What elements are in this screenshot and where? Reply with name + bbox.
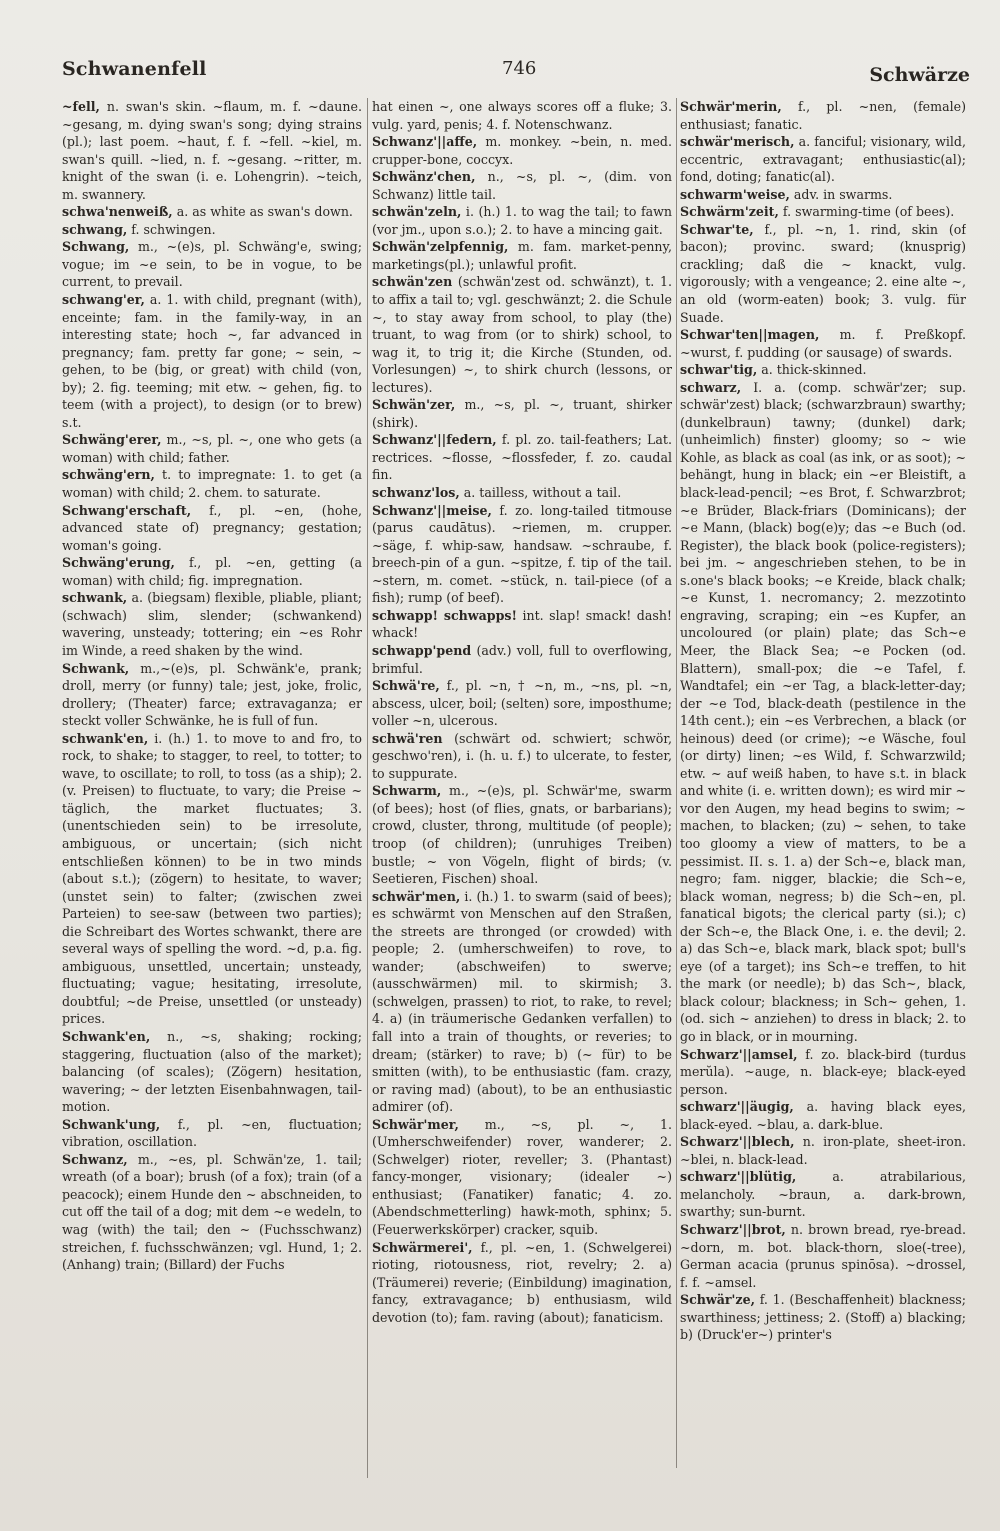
definition-text: int. slap! smack! dash! whack! xyxy=(372,607,672,641)
headword: schwär'men, xyxy=(372,888,461,904)
dictionary-entry xyxy=(372,168,672,203)
dictionary-column-1 xyxy=(62,98,362,1493)
dictionary-column-3 xyxy=(680,98,966,1473)
definition-text: f., pl. ~en, getting (a woman) with child; fig. impregnation. xyxy=(62,555,362,588)
dictionary-entry xyxy=(372,502,672,607)
definition-text: f. pl. zo. tail-feathers; Lat. rectrices. ~flosse, ~flossfeder, f. zo. caudal fin. xyxy=(372,432,672,483)
headword: Schwär'merin, xyxy=(680,99,782,114)
definition-text: a. having black eyes, black-eyed. ~blau, a. dark-blue. xyxy=(680,1099,966,1132)
definition-text: a. as white as swan's down. xyxy=(176,204,353,220)
definition-text: f. schwingen. xyxy=(131,221,216,237)
dictionary-entry xyxy=(62,98,362,203)
dictionary-entry xyxy=(62,660,362,730)
dictionary-entry xyxy=(372,238,672,273)
dictionary-entry xyxy=(62,554,362,589)
dictionary-entry xyxy=(62,431,362,466)
dictionary-entry xyxy=(680,379,966,1046)
headword: schwarz'||äugig, xyxy=(680,1099,794,1115)
dictionary-entry xyxy=(372,1116,672,1239)
headword: schwän'zeln, xyxy=(372,204,462,220)
dictionary-entry xyxy=(680,1291,966,1344)
dictionary-entry xyxy=(680,98,966,133)
dictionary-entry xyxy=(372,431,672,484)
definition-text: m. f. Preßkopf. ~wurst, f. pudding (or sausage) of swards. xyxy=(680,327,966,360)
definition-text: f., pl. ~nen, (female) enthusiast; fanatic. xyxy=(680,99,966,132)
definition-text: hat einen ~, one always scores off a fluke; 3. vulg. yard, penis; 4. f. Notenschwanz. xyxy=(372,99,672,132)
dictionary-entry xyxy=(680,361,966,379)
headword: schwank, xyxy=(62,590,128,606)
headword: Schwänz'chen, xyxy=(372,169,476,185)
headword: Schwän'zer, xyxy=(372,397,456,413)
headword: Schwar'te, xyxy=(680,221,754,237)
definition-text: f. zo. black-bird (turdus merŭla). ~auge, n. black-eye; black-eyed person. xyxy=(680,1046,966,1097)
headword: Schwärmerei', xyxy=(372,1239,473,1255)
headword: schwank'en, xyxy=(62,730,149,746)
definition-text: f., pl. ~n, 1. rind, skin (of bacon); provinc. sward; (knusprig) crackling; daß die ~ knackt, vulg. vigorously; with a vengeance; 2. eine alte ~, an old (worm-eaten) book; 3. vulg. für Suade. xyxy=(680,221,966,325)
dictionary-entry xyxy=(62,1028,362,1116)
definition-text: f., pl. ~en, (hohe, advanced state of) pregnancy; gestation; woman's going. xyxy=(62,502,362,553)
headword: schwän'zen xyxy=(372,274,453,290)
definition-text: m.,~(e)s, pl. Schwänk'e, prank; droll, merry (or funny) tale; jest, joke, frolic, drollery; (Theater) farce; extravaganza; er steckt voller Schwänke, he is full of fun. xyxy=(62,660,362,729)
headword: Schwank'en, xyxy=(62,1028,151,1044)
dictionary-entry xyxy=(372,484,672,502)
definition-text: f., pl. ~en, fluctuation; vibration, oscillation. xyxy=(62,1116,362,1150)
definition-text: n. iron-plate, sheet-iron. ~blei, n. black-lead. xyxy=(680,1134,966,1167)
headword: Schwä're, xyxy=(372,678,440,694)
headword: schwarz, xyxy=(680,379,742,395)
definition-text: I. a. (comp. schwär'zer; sup. schwär'zest) black; (schwarzbraun) swarthy; (dunkelbraun) tawny; (dunkel) dark; (unheimlich) finster) gloomy; so ~ wie Kohle, as black as coal (as ink, or as soot); ~ behängt, hung in black; ein ~er Bleistift, a black-lead-pencil; ~es Brot, f. Schwarzbrot; ~e Brüder, Black-friars (Dominicans); der ~e Mann, (black) bog(e)y; das ~e Buch (od. Register), the black book (police-registers); bei jm. ~ angeschrieben stehen, to be in s.one's black books; ~e Kreide, black chalk; ~e Kunst, 1. necromancy; 2. mezzotinto engraving, scraping; ein ~es Kupfer, an uncoloured (or plain) plate; das Sch~e Meer, the Black Sea; ~e Pocken (od. Blattern), small-pox; die ~e Tafel, f. Wandtafel; ein ~er Tag, a black-letter-day; der ~e Tod, black-death (pestilence in the 14th cent.); ein ~es Verbrechen, a black (or heinous) deed (or crime); ~e Wäsche, foul (or dirty) linen; ~es Wild, f. Schwarzwild; etw. ~ auf weiß haben, to have s.t. in black and white (i. e. written down); es wird mir ~ vor den Augen, my head begins to swim; ~ machen, to blacken; (zu) ~ sehen, to take too gloomy a view of matters, to be a pessimist. II. s. 1. a) der Sch~e, black man, negro; fam. nigger, blackie; die Sch~e, black woman, negress; b) die Sch~en, pl. fanatical bigots; the clerical party (si.); c) der Sch~e, the Black One, i. e. the devil; 2. a) das Sch~e, black mark, black spot; bull's eye (of a target); ins Sch~e treffen, to hit the mark (or needle); b) das Sch~, black, black colour; blackness; in Sch~ gehen, 1. (od. sich ~ anziehen) to dress in black; 2. to go in black, or in mourning. xyxy=(680,379,966,1044)
dictionary-entry xyxy=(372,273,672,396)
definition-text: (schwän'zest od. schwänzt), t. 1. to affix a tail to; vgl. geschwänzt; 2. die Schule ~, to stay away from school, to play (the) truant, to wag from (or to shirk) school, to wag it, to trig it; die Kirche (Stunden, od. Vorlesungen) ~, to shirk church (lessons, or lectures). xyxy=(372,274,672,395)
dictionary-entry xyxy=(62,1151,362,1274)
headword: Schwär'mer, xyxy=(372,1116,459,1132)
dictionary-entry xyxy=(372,1239,672,1327)
headword: schwapp! schwapps! xyxy=(372,607,518,623)
dictionary-entry xyxy=(680,326,966,361)
headword: Schwank'ung, xyxy=(62,1116,161,1132)
definition-text: m., ~s, pl. ~, one who gets (a woman) with child; father. xyxy=(62,432,362,465)
definition-text: a. 1. with child, pregnant (with), enceinte; fam. in the family-way, in an interesting state; hoch ~, far advanced in pregnancy; fam. pretty far gone; ~ sein, ~ gehen, to be (big, or great) with child (von, by); 2. fig. teeming; mit etw. ~ gehen, fig. to teem (with a project), to design (or to brew) s.t. xyxy=(62,292,362,430)
column-divider-1 xyxy=(367,98,368,1478)
dictionary-entry xyxy=(372,98,672,133)
definition-text: m., ~es, pl. Schwän'ze, 1. tail; wreath (of a boar); brush (of a fox); train (of a peacock); einem Hunde den ~ abschneiden, to cut off the tail of a dog; mit dem ~e wedeln, to wag (with) the tail; den ~ (Fuchsschwanz) streichen, f. fuchsschwänzen; vgl. Hund, 1; 2. (Anhang) train; (Billard) der Fuchs xyxy=(62,1151,362,1273)
headword: Schwarz'||blech, xyxy=(680,1134,795,1150)
definition-text: i. (h.) 1. to move to and fro, to rock, to shake; to stagger, to reel, to totter; to wave, to oscillate; to roll, to toss (as a ship); 2. (v. Preisen) to fluctuate, to vary; die Preise ~ täglich, the market fluctuates; 3. (unentschieden sein) to be irresolute, ambiguous, or uncertain; (sich nicht entschließen können) to be in two minds (about s.t.); (zögern) to hesitate, to waver; (unstet sein) to falter; (zwischen zwei Parteien) to see-saw (between two parties); die Schreibart des Wortes schwankt, there are several ways of spelling the word. ~d, p.a. fig. ambiguous, unsettled, uncertain; unsteady, fluctuating; vague; hesitating, irresolute, doubtful; ~de Preise, unsettled (or unsteady) prices. xyxy=(62,730,362,1027)
definition-text: f. zo. long-tailed titmouse (parus caudātus). ~riemen, m. crupper. ~säge, f. whip-saw, handsaw. ~schraube, f. breech-pin of a gun. ~spitze, f. tip of the tail. ~stern, m. comet. ~stück, n. tail-piece (of a fish); rump (of beef). xyxy=(372,502,672,606)
guide-word-right: Schwärze xyxy=(869,64,970,86)
dictionary-entry xyxy=(62,502,362,555)
page-header xyxy=(62,58,970,88)
definition-text: m., ~(e)s, pl. Schwär'me, swarm (of bees); host (of flies, gnats, or barbarians); crowd, cluster, throng, multitude (of people); troop (of children); (unruhiges Treiben) bustle; ~ von Vögeln, flight of birds; (v. Seetieren, Fischen) shoal. xyxy=(372,783,672,887)
headword: Schwäng'erer, xyxy=(62,432,162,448)
dictionary-entry xyxy=(62,238,362,291)
dictionary-entry xyxy=(680,186,966,204)
definition-text: n. swan's skin. ~flaum, m. f. ~daune. ~gesang, m. dying swan's song; dying strains (pl.); last poem. ~haut, f. f. ~fell. ~kiel, m. swan's quill. ~lied, n. f. ~gesang. ~ritter, m. knight of the swan (i. e. Lohengrin). ~teich, m. swannery. xyxy=(62,99,362,202)
definition-text: (schwärt od. schwiert; schwör, geschwo'ren), i. (h. u. f.) to ulcerate, to fester, to suppurate. xyxy=(372,730,672,781)
column-divider-2 xyxy=(676,98,677,1468)
dictionary-entry xyxy=(372,133,672,168)
headword: schwa'nenweiß, xyxy=(62,204,173,220)
definition-text: (adv.) voll, full to overflowing, brimful. xyxy=(372,642,672,676)
dictionary-entry xyxy=(680,1098,966,1133)
dictionary-entry xyxy=(62,1116,362,1151)
dictionary-entry xyxy=(62,203,362,221)
headword: schwär'merisch, xyxy=(680,134,795,150)
headword: schwapp'pend xyxy=(372,642,472,658)
headword: schwang'er, xyxy=(62,292,145,308)
headword: schwar'tig, xyxy=(680,362,758,378)
dictionary-entry xyxy=(680,203,966,221)
definition-text: n., ~s, shaking; rocking; staggering, fluctuation (also of the market); balancing (of scales); (Zögern) hesitation, wavering; ~ der letzten Eisenbahnwagen, tail-motion. xyxy=(62,1028,362,1115)
headword: Schwang, xyxy=(62,239,130,255)
definition-text: n., ~s, pl. ~, (dim. von Schwanz) little tail. xyxy=(372,169,672,202)
dictionary-entry xyxy=(372,396,672,431)
definition-text: t. to impregnate: 1. to get (a woman) with child; 2. chem. to saturate. xyxy=(62,467,362,501)
guide-word-left: Schwanenfell xyxy=(62,58,207,80)
dictionary-entry xyxy=(62,466,362,501)
definition-text: m. fam. market-penny, marketings(pl.); unlawful profit. xyxy=(372,239,672,272)
dictionary-column-2 xyxy=(372,98,672,1478)
definition-text: m. monkey. ~bein, n. med. crupper-bone, coccyx. xyxy=(372,134,672,167)
definition-text: a. (biegsam) flexible, pliable, pliant; (schwach) slim, slender; (schwankend) wavering, unsteady; tottering; ein ~es Rohr im Winde, a reed shaken by the wind. xyxy=(62,590,362,658)
page-number: 746 xyxy=(502,58,537,79)
dictionary-entry xyxy=(62,589,362,659)
headword: schwarz'||blütig, xyxy=(680,1169,797,1185)
headword: Schwang'erschaft, xyxy=(62,502,192,518)
dictionary-entry xyxy=(680,221,966,326)
headword: Schwarm, xyxy=(372,783,442,799)
dictionary-entry xyxy=(372,677,672,730)
dictionary-entry xyxy=(680,133,966,186)
headword: Schwäng'erung, xyxy=(62,555,175,571)
definition-text: m., ~s, pl. ~, 1. (Umherschweifender) rover, wanderer; 2. (Schwelger) rioter, reveller; 3. (Phantast) fancy-monger, visionary; (idealer ~) enthusiast; (Fanatiker) fanatic; 4. zo. (Abendschmetterling) hawk-moth, sphinx; 5. (Feuerwerkskörper) cracker, squib. xyxy=(372,1116,672,1237)
definition-text: f. swarming-time (of bees). xyxy=(782,204,955,220)
dictionary-entry xyxy=(372,730,672,783)
definition-text: m., ~s, pl. ~, truant, shirker (shirk). xyxy=(372,397,672,430)
definition-text: f., pl. ~n, † ~n, m., ~ns, pl. ~n, abscess, ulcer, boil; (selten) sore, imposthume; voller ~n, ulcerous. xyxy=(372,678,672,729)
definition-text: m., ~(e)s, pl. Schwäng'e, swing; vogue; im ~e sein, to be in vogue, to be current, to prevail. xyxy=(62,239,362,290)
definition-text: adv. in swarms. xyxy=(793,186,893,202)
headword: schwäng'ern, xyxy=(62,467,155,483)
dictionary-entry xyxy=(372,607,672,642)
headword: Schwanz, xyxy=(62,1151,128,1167)
dictionary-entry xyxy=(372,888,672,1116)
definition-text: a. fanciful; visionary, wild, eccentric, extravagant; enthusiastic(al); fond, doting; fanatic(al). xyxy=(680,134,966,185)
headword: Schwank, xyxy=(62,660,130,676)
headword: Schwärm'zeit, xyxy=(680,204,779,220)
definition-text: i. (h.) 1. to swarm (said of bees); es schwärmt von Menschen auf den Straßen, the streets are thronged (or crowded) with people; 2. (umherschweifen) to rove, to wander; (abschweifen) to swerve; (ausschwärmen) mil. to skirmish; 3. (schwelgen, prassen) to riot, to rake, to revel; 4. a) (in träumerische Gedanken verfallen) to fall into a train of thoughts, or reveries; to dream; (stärker) to rave; b) (~ für) to be smitten (with), to be enthusiastic (fam. crazy, or raving mad) (about), to be an enthusiastic admirer (of). xyxy=(372,888,672,1115)
dictionary-entry xyxy=(680,1046,966,1099)
dictionary-entry xyxy=(372,203,672,238)
headword: schwä'ren xyxy=(372,730,443,746)
dictionary-entry xyxy=(680,1221,966,1291)
dictionary-entry xyxy=(62,291,362,431)
headword: schwanz'los, xyxy=(372,485,460,501)
headword: Schwanz'||meise, xyxy=(372,502,492,518)
headword: Schwar'ten||magen, xyxy=(680,327,820,343)
headword: ~fell, xyxy=(62,99,100,114)
dictionary-entry xyxy=(62,730,362,1028)
dictionary-entry xyxy=(680,1168,966,1221)
definition-text: a. atrabilarious, melancholy. ~braun, a. dark-brown, swarthy; sun-burnt. xyxy=(680,1169,966,1220)
headword: schwang, xyxy=(62,221,128,237)
headword: Schwanz'||federn, xyxy=(372,432,497,448)
headword: Schwär'ze, xyxy=(680,1292,755,1308)
definition-text: f. 1. (Beschaffenheit) blackness; swarthiness; jettiness; 2. (Stoff) a) blacking; b) (Druck'er~) printer's xyxy=(680,1292,966,1343)
headword: Schwanz'||affe, xyxy=(372,134,478,150)
definition-text: a. tailless, without a tail. xyxy=(463,485,622,501)
definition-text: f., pl. ~en, 1. (Schwelgerei) rioting, riotousness, riot, revelry; 2. a) (Träumerei) reverie; (Einbildung) imagination, fancy, extravagance; b) enthusiasm, wild devotion (to); fam. raving (about); fanaticism. xyxy=(372,1239,672,1325)
headword: Schwän'zelpfennig, xyxy=(372,239,509,255)
dictionary-entry xyxy=(372,782,672,887)
dictionary-entry xyxy=(680,1133,966,1168)
definition-text: i. (h.) 1. to wag the tail; to fawn (vor jm., upon s.o.); 2. to have a mincing gait. xyxy=(372,204,672,237)
headword: schwarm'weise, xyxy=(680,186,790,202)
definition-text: n. brown bread, rye-bread. ~dorn, m. bot. black-thorn, sloe(-tree), German acacia (prunus spinōsa). ~drossel, f. f. ~amsel. xyxy=(680,1222,966,1290)
dictionary-entry xyxy=(62,221,362,239)
headword: Schwarz'||brot, xyxy=(680,1222,786,1237)
headword: Schwarz'||amsel, xyxy=(680,1046,798,1062)
definition-text: a. thick-skinned. xyxy=(761,362,867,378)
dictionary-entry xyxy=(372,642,672,677)
